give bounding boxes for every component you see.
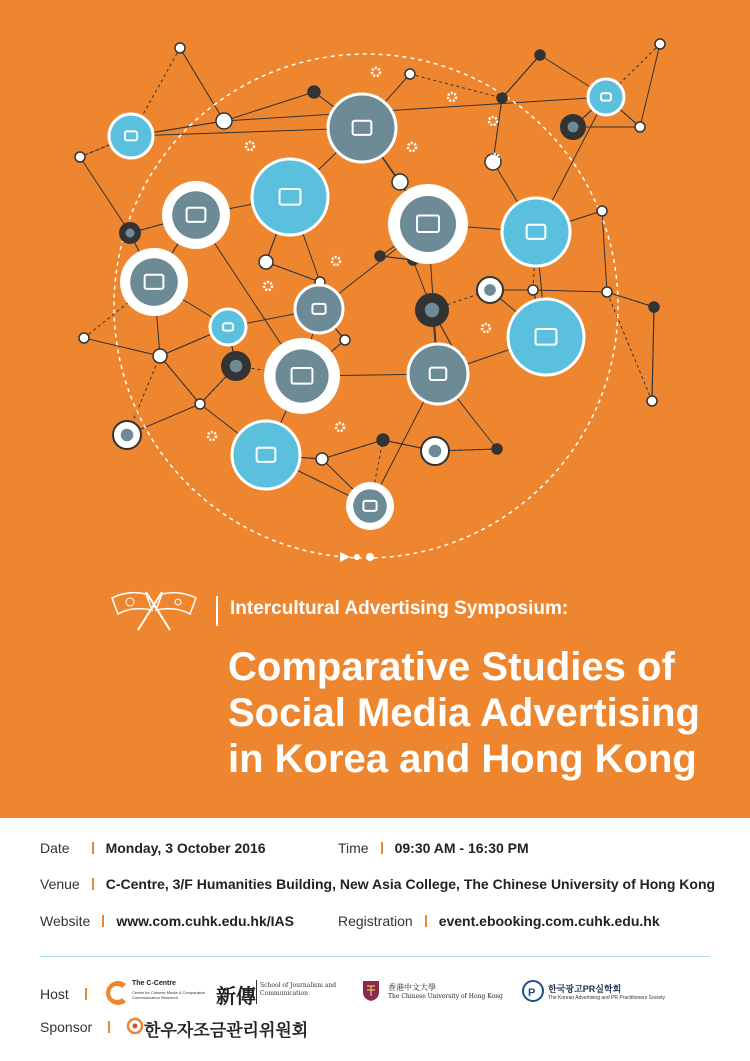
symposium-title <box>228 644 700 782</box>
cuhk-name: The Chinese University of Hong Kong <box>388 993 503 1000</box>
symposium-subtitle: Intercultural Advertising Symposium: <box>230 598 569 619</box>
chat-bubble-icon <box>408 344 468 404</box>
people-chat-icon <box>264 338 340 414</box>
bird-icon <box>508 299 584 375</box>
venue-value: C-Centre, 3/F Humanities Building, New Asia College, The Chinese University of Hong Kong <box>105 876 716 892</box>
kapr-name: The Korean Advertising and PR Practitioners Society <box>548 995 666 1001</box>
venue-label: Venue <box>40 876 80 892</box>
notepad-icon <box>502 198 570 266</box>
laptop-icon <box>252 159 328 235</box>
host-label: Host <box>40 986 69 1002</box>
home-icon <box>346 482 394 530</box>
website-link[interactable]: www.com.cuhk.edu.hk/IAS <box>116 913 294 929</box>
registration-link[interactable]: event.ebooking.com.cuhk.edu.hk <box>438 913 660 929</box>
sponsor-icon <box>126 1017 144 1035</box>
website-label: Website <box>40 913 91 929</box>
cuhk-crest-icon <box>362 980 380 1002</box>
title-line: Comparative Studies of <box>228 645 675 689</box>
journalism-logo <box>216 978 338 1008</box>
svg-text:P: P <box>528 987 536 999</box>
website-row <box>40 913 294 929</box>
cuhk-logo <box>362 980 503 1008</box>
music-icon <box>232 421 300 489</box>
venue-row <box>40 876 715 892</box>
c-centre-logo <box>104 976 209 1010</box>
phone-icon <box>109 114 153 158</box>
c-centre-icon <box>104 978 128 1008</box>
share-icon <box>295 285 343 333</box>
sponsor-logo <box>126 1014 336 1040</box>
title-line: Social Media Advertising <box>228 691 700 735</box>
kapr-logo <box>522 980 690 1008</box>
sponsor-label: Sponsor <box>40 1019 93 1035</box>
time-label: Time <box>338 840 369 856</box>
cuhk-chinese: 香港中文大學 <box>388 983 436 992</box>
registration-label: Registration <box>338 913 413 929</box>
c-centre-desc: Centre for Chinese Media & Comparative Communication Research <box>132 990 206 1000</box>
gear-icon <box>328 94 396 162</box>
sponsor-row <box>40 1019 122 1035</box>
kapr-korean: 한국광고PR실학회 <box>548 984 622 994</box>
date-row <box>40 840 266 856</box>
date-label: Date <box>40 840 70 856</box>
globe-icon <box>388 184 468 264</box>
host-row <box>40 986 99 1002</box>
journalism-name: School of Journalism and Communication <box>260 982 337 997</box>
subtitle-divider <box>216 596 218 626</box>
touchscreen-icon <box>162 181 230 249</box>
sponsor-name: 한우자조금관리위원회 <box>144 1021 309 1040</box>
kapr-icon <box>522 980 544 1002</box>
divider <box>40 956 710 957</box>
registration-row <box>338 913 660 929</box>
title-line: in Korea and Hong Kong <box>228 737 697 781</box>
time-row <box>338 840 529 856</box>
star-icon <box>210 309 246 345</box>
upload-icon <box>588 79 624 115</box>
date-value: Monday, 3 October 2016 <box>105 840 266 856</box>
time-value: 09:30 AM - 16:30 PM <box>394 840 529 856</box>
korea-hongkong-flags-icon <box>108 588 200 632</box>
c-centre-name: The C-Centre <box>132 980 176 987</box>
shopping-basket-icon <box>120 248 188 316</box>
journalism-chinese: 新傳 <box>216 984 256 1008</box>
